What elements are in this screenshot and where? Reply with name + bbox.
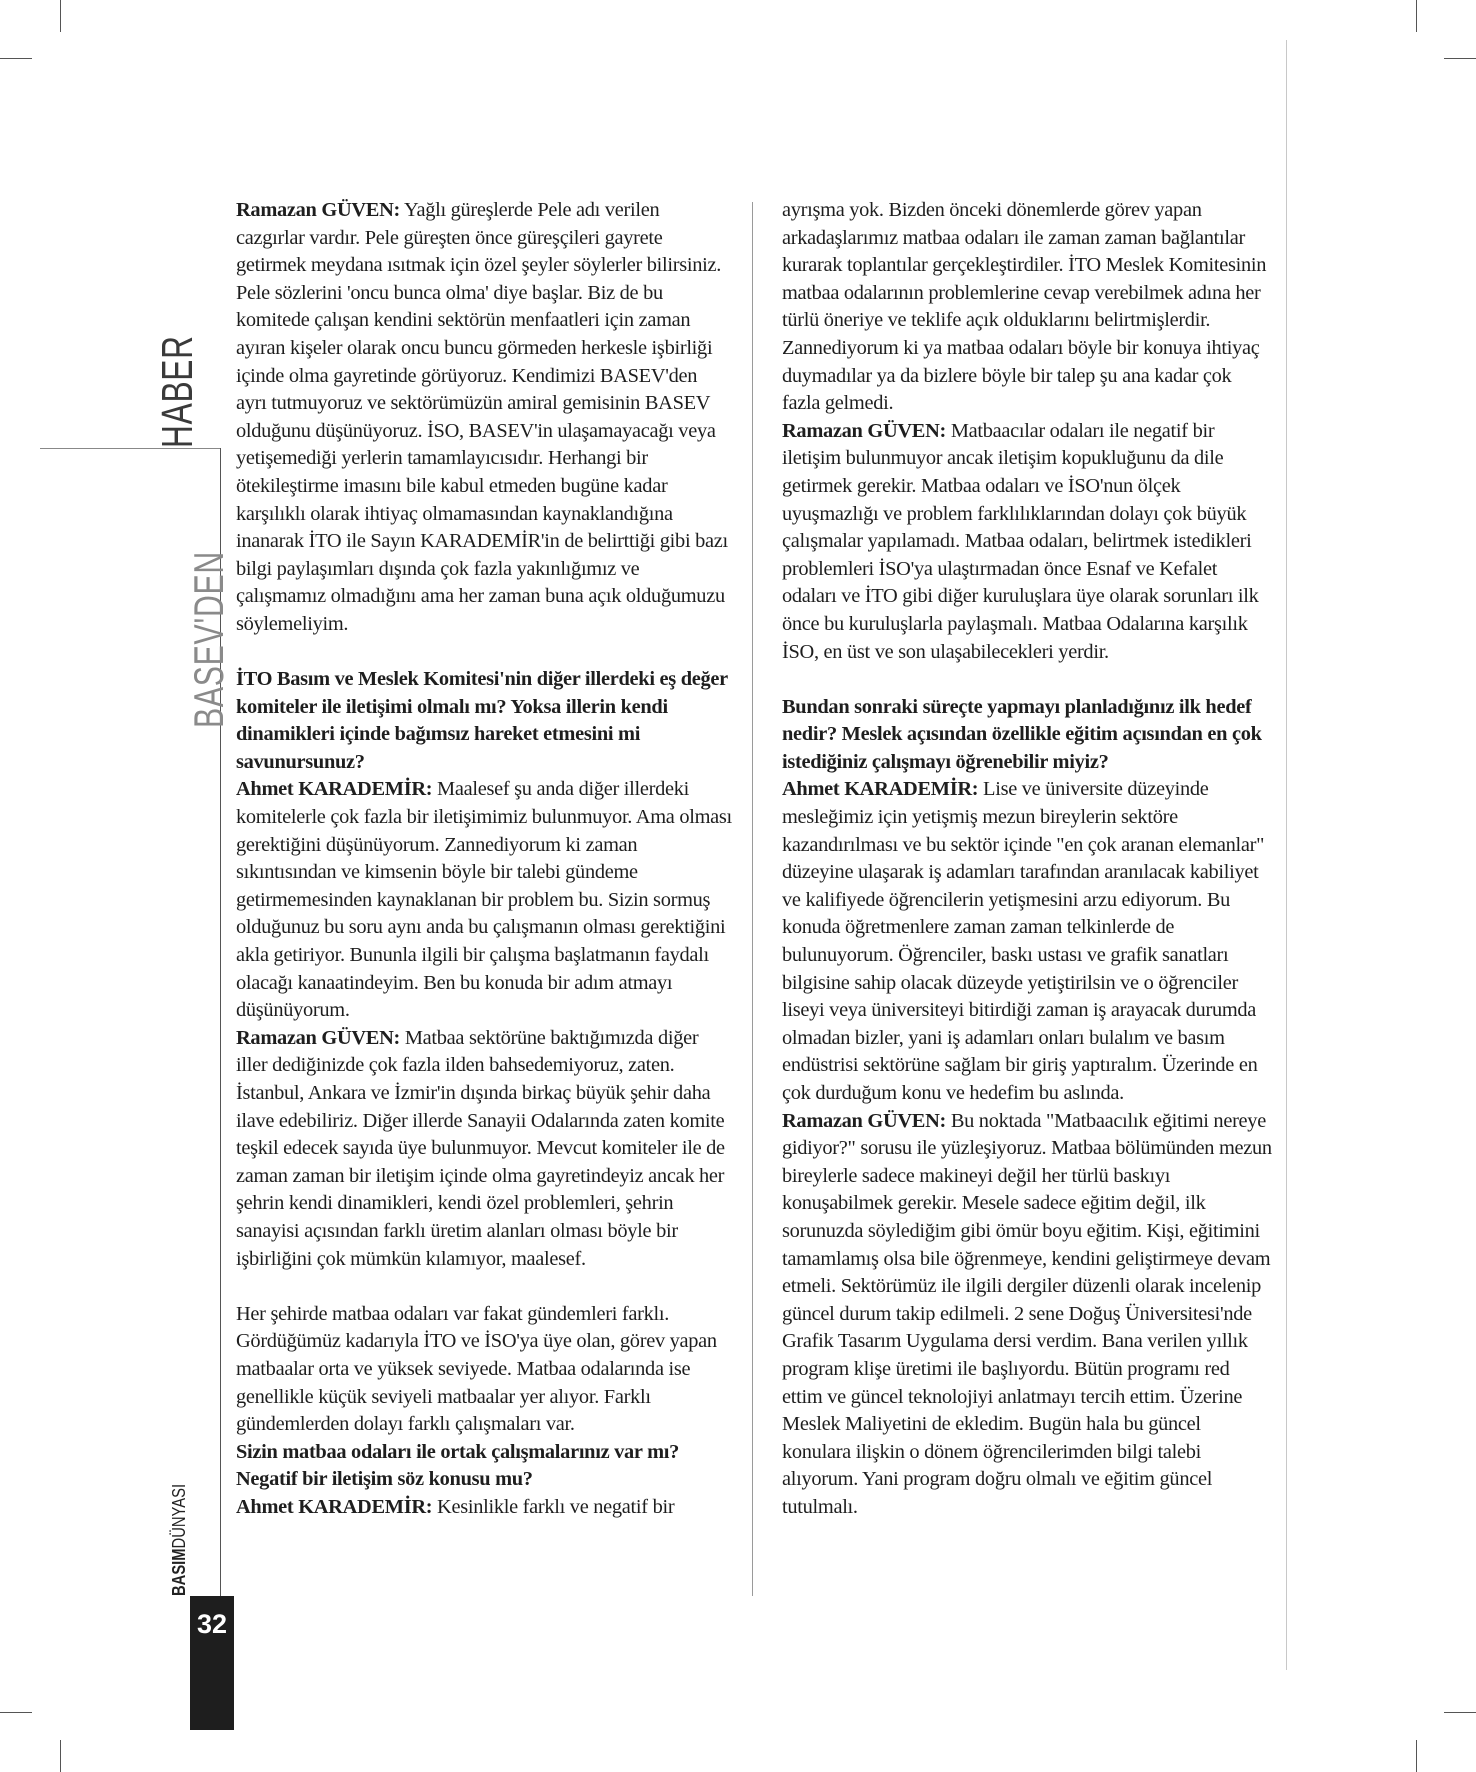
magazine-name-light: DÜNYASI — [169, 1483, 189, 1549]
body-paragraph: Her şehirde matbaa odaları var fakat gündemleri farklı. Gördüğümüz kadarıyla İTO ve İSO'ya üye olan, görev yapan matbaalar orta ve yüksek seviyede. Matbaa odalarında ise genellikle küçük seviyeli matbaalar yer alıyor. Farklı gündemlerden dolayı farklı çalışmaları var. — [236, 1302, 717, 1436]
answer-paragraph — [782, 776, 1272, 1107]
section-label: HABER — [153, 335, 202, 448]
answer-text: Yağlı güreşlerde Pele adı verilen cazgırlar vardır. Pele güreşten önce güreşçileri gayrete getirmek meydana ısıtmak için özel şeyler söylerler bilirsiniz. Pele sözlerini 'oncu bunca olma' diye başlar. Biz de bu komitede çalışan kendini sektörün menfaatleri için zaman ayıran kişeler olarak oncu buncu görmeden herkesle işbirliği içinde olma gayretinde görüyoruz. Kendimizi BASEV'den ayrı tutmuyoruz ve sektörümüzün amiral gemisinin BASEV olduğunu düşünüyoruz. İSO, BASEV'in ulaşamayacağı veya yetişemediği yerlerin tamamlayıcısıdır. Herhangi bir ötekileştirme imasını bile kabul etmeden bugüne kadar karşılıklı olarak ihtiyaç olmamasından kaynaklandığına inanarak İTO ile Sayın KARADEMİR'in de belirttiği gibi bazı bilgi paylaşımları dışında çok fazla yakınlığımız ve çalışmamız olmadığını ama her zaman buna açık olduğumuzu söylemeliyim. — [236, 199, 728, 635]
speaker-name: Ramazan GÜVEN: — [236, 1026, 401, 1049]
speaker-name: Ramazan GÜVEN: — [782, 1109, 947, 1132]
speaker-name: Ahmet KARADEMİR: — [236, 1495, 433, 1518]
crop-mark — [0, 1712, 32, 1713]
answer-text: Matbaa sektörüne baktığımızda diğer iller dediğinizde çok fazla ilden bahsedemiyoruz, zaten. İstanbul, Ankara ve İzmir'in dışında birkaç büyük şehir daha ilave edebiliriz. Diğer illerde Sanayii Odalarında zaten komite teşkil edecek sayıda üye bulunmuyor. Mevcut komiteler ile de zaman zaman bir iletişim içinde olma gayretindeyiz ancak her şehrin kendi dinamikleri, kendi özel problemleri, şehrin sanayisi açısından farklı üretim alanları olması böyle bir işbirliğini çok mümkün kılamıyor, maalesef. — [236, 1026, 725, 1270]
answer-paragraph — [236, 1494, 732, 1522]
question-paragraph: Bundan sonraki süreçte yapmayı planladığınız ilk hedef nedir? Meslek açısından özellikle eğitim açısından en çok istediğiniz çalışmayı öğrenebilir miyiz? — [782, 695, 1262, 773]
crop-mark — [1416, 1740, 1417, 1772]
speaker-name: Ahmet KARADEMİR: — [236, 778, 433, 801]
answer-text: Bu noktada "Matbaacılık eğitimi nereye gidiyor?" sorusu ile yüzleşiyoruz. Matbaa bölümünden mezun bireylerle sadece makineyi değil her türlü baskıyı konuşabilmek gerekir. Mesele sadece eğitim değil, ilk sorunuzda söylediğim gibi ömür boyu eğitim. Kişi, eğitimini tamamlamış olsa bile öğrenmeye, kendini geliştirmeye devam etmeli. Sektörümüz ile ilgili dergiler düzenli olarak incelenip güncel durum takip edilmeli. 2 sene Doğuş Üniversitesi'nde Grafik Tasarım Uygulama dersi verdim. Bana verilen yıllık program klişe üretimi ile başlıyordu. Bütün programı red ettim ve güncel teknolojiyi anlatmayı tercih ettim. Üzerine Meslek Maliyetini de ekledim. Bugün hala bu güncel konulara ilişkin o dönem öğrencilerimden bilgi talebi alıyorum. Yani program doğru olmalı ve eğitim güncel tutulmalı. — [782, 1109, 1272, 1518]
crop-mark — [1444, 1712, 1476, 1713]
answer-paragraph — [236, 1025, 732, 1273]
answer-paragraph — [782, 418, 1272, 666]
crop-mark — [60, 1740, 61, 1772]
page-edge-rule — [1286, 40, 1287, 1670]
speaker-name: Ramazan GÜVEN: — [236, 199, 401, 221]
left-column — [236, 197, 732, 1522]
answer-paragraph — [782, 1108, 1272, 1522]
magazine-name — [168, 1484, 190, 1596]
question-paragraph: İTO Basım ve Meslek Komitesi'nin diğer illerdeki eş değer komiteler ile iletişimi olmalı mı? Yoksa illerin kendi dinamikleri içinde bağımsız hareket etmesini mi savunursunuz? — [236, 668, 728, 773]
crop-mark — [60, 0, 61, 32]
answer-paragraph — [236, 197, 732, 639]
answer-text: Maalesef şu anda diğer illerdeki komitelerle çok fazla bir iletişimimiz bulunmuyor. Ama olması gerektiğini düşünüyorum. Zannediyorum ki zaman sıkıntısından ve kimsenin böyle bir talebi gündeme getirmemesinden kaynaklanan bir problem bu. Sizin sormuş olduğunuz bu soru aynı anda bu çalışmanın olması gerektiğini akla getiriyor. Bununla ilgili bir çalışma başlatmanın faydalı olacağı kanaatindeyim. Ben bu konuda bir adım atmayı düşünüyorum. — [236, 778, 732, 1022]
answer-text: Kesinlikle farklı ve negatif bir — [432, 1495, 675, 1518]
crop-mark — [1444, 58, 1476, 59]
question-paragraph: Sizin matbaa odaları ile ortak çalışmalarınız var mı? Negatif bir iletişim söz konusu mu? — [236, 1440, 680, 1491]
magazine-name-bold: BASIM — [169, 1548, 189, 1596]
right-column — [782, 197, 1272, 1522]
answer-text: Matbaacılar odaları ile negatif bir iletişim bulunmuyor ancak iletişim kopukluğunu da dile getirmek gerekir. Matbaa odaları ve İSO'nun ölçek uyuşmazlığı ve problem farklılıklarından dolayı çok büyük çalışmalar yapılamadı. Matbaa odaları, belirtmek istedikleri problemleri İSO'ya ulaştırmadan önce Esnaf ve Kefalet odaları ve İTO gibi diğer kuruluşlara üye olarak sorunları ilk önce bu kuruluşlarla paylaşmalı. Matbaa Odalarına karşılık İSO, en üst ve son ulaşabilecekleri yerdir. — [782, 419, 1259, 663]
speaker-name: Ahmet KARADEMİR: — [782, 778, 979, 801]
body-paragraph: ayrışma yok. Bizden önceki dönemlerde görev yapan arkadaşlarımız matbaa odaları ile zaman zaman bağlantılar kurarak toplantılar gerçekleştirdiler. İTO Meslek Komitesinin matbaa odalarının problemlerine cevap verebilmek adına her türlü öneriye ve teklife açık olduklarını belirtmişlerdir. Zannediyorum ki ya matbaa odaları böyle bir konuya ihtiyaç duymadılar ya da bizlere böyle bir talep şu ana kadar çok fazla gelmedi. — [782, 199, 1267, 415]
section-rule — [40, 448, 220, 449]
answer-paragraph — [236, 776, 732, 1024]
crop-mark — [1416, 0, 1417, 32]
answer-text: Lise ve üniversite düzeyinde mesleğimiz için yetişmiş mezun bireylerin sektöre kazandırılması ve bu sektör içinde "en çok aranan elemanlar" düzeyine ulaşarak iş adamları tarafından aranılacak kabiliyet ve kalifiyede öğrencilerin yetişmesini arzu ediyorum. Bu konuda öğretmenlere zaman zaman telkinlerde de bulunuyorum. Öğrenciler, baskı ustası ve grafik sanatları bilgisine sahip olacak düzeyde yetiştirilsin ve o öğrenciler liseyi veya üniversiteyi bitirdiği zaman iş arayacak durumda olmadan bizler, yani iş adamları onları bulalım ve basım endüstrisi sektörüne sağlam bir giriş yaptıralım. Üzerinde en çok durduğum konu ve hedefim bu aslında. — [782, 778, 1265, 1104]
subsection-label: BASEV'DEN — [185, 551, 232, 728]
speaker-name: Ramazan GÜVEN: — [782, 419, 947, 442]
column-divider — [752, 202, 753, 1596]
page-number: 32 — [196, 1609, 228, 1639]
crop-mark — [0, 58, 32, 59]
